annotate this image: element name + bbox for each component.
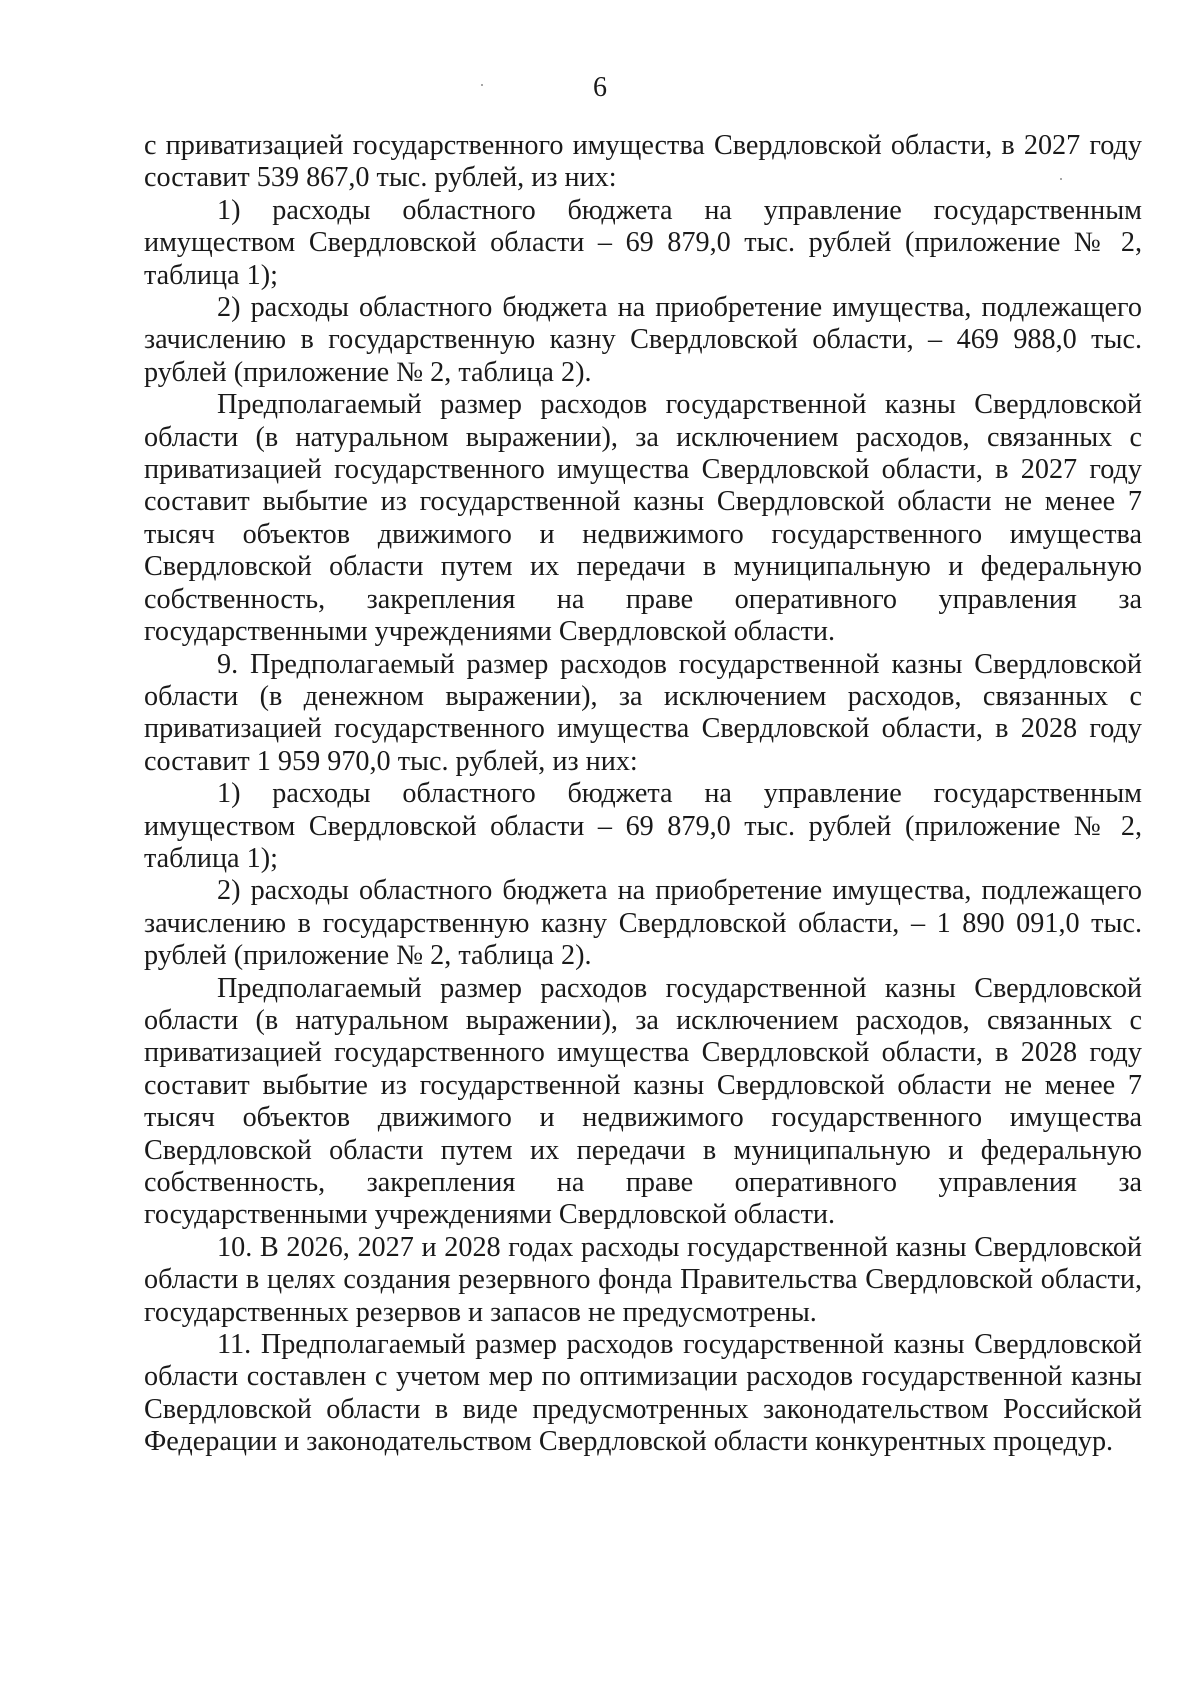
paragraph-continuation: с приватизацией государственного имущества Свердловской области, в 2027 году составит 539 867,0 тыс. рублей, из них: (144, 130, 1142, 194)
paragraph-natural-2027: Предполагаемый размер расходов государственной казны Свердловской области (в натуральном выражении), за исключением расходов, связанных с приватизацией государственного имущества Свердловской области, в 2027 году составит выбытие из государственной казны Свердловской области не менее 7 тысяч объектов движимого и недвижимого государственного имущества Свердловской области путем их передачи в муниципальную и федеральную собственность, закрепления на праве оперативного управления за государственными учреждениями Свердловской области. (144, 389, 1142, 648)
paragraph-item-2-2028: 2) расходы областного бюджета на приобретение имущества, подлежащего зачислению в государственную казну Свердловской области, – 1 890 091,0 тыс. рублей (приложение № 2, таблица 2). (144, 875, 1142, 972)
paragraph-item-2-2027: 2) расходы областного бюджета на приобретение имущества, подлежащего зачислению в государственную казну Свердловской области, – 469 988,0 тыс. рублей (приложение № 2, таблица 2). (144, 292, 1142, 388)
document-body (144, 130, 1142, 1459)
paragraph-section-11: 11. Предполагаемый размер расходов государственной казны Свердловской области составлен с учетом мер по оптимизации расходов государственной казны Свердловской области в виде предусмотренных законодательством Российской Федерации и законодательством Свердловской области конкурентных процедур. (144, 1329, 1142, 1458)
paragraph-natural-2028: Предполагаемый размер расходов государственной казны Свердловской области (в натуральном выражении), за исключением расходов, связанных с приватизацией государственного имущества Свердловской области, в 2028 году составит выбытие из государственной казны Свердловской области не менее 7 тысяч объектов движимого и недвижимого государственного имущества Свердловской области путем их передачи в муниципальную и федеральную собственность, закрепления на праве оперативного управления за государственными учреждениями Свердловской области. (144, 972, 1142, 1231)
paragraph-section-10: 10. В 2026, 2027 и 2028 годах расходы государственной казны Свердловской области в целях создания резервного фонда Правительства Свердловской области, государственных резервов и запасов не предусмотрены. (144, 1231, 1142, 1328)
page-number: 6 (593, 72, 607, 103)
paragraph-item-1-2027: 1) расходы областного бюджета на управление государственным имуществом Свердловской области – 69 879,0 тыс. рублей (приложение № 2, таблица 1); (144, 194, 1142, 291)
paragraph-item-1-2028: 1) расходы областного бюджета на управление государственным имуществом Свердловской области – 69 879,0 тыс. рублей (приложение № 2, таблица 1); (144, 778, 1142, 874)
paragraph-section-9: 9. Предполагаемый размер расходов государственной казны Свердловской области (в денежном выражении), за исключением расходов, связанных с приватизацией государственного имущества Свердловской области, в 2028 году составит 1 959 970,0 тыс. рублей, из них: (144, 648, 1142, 777)
